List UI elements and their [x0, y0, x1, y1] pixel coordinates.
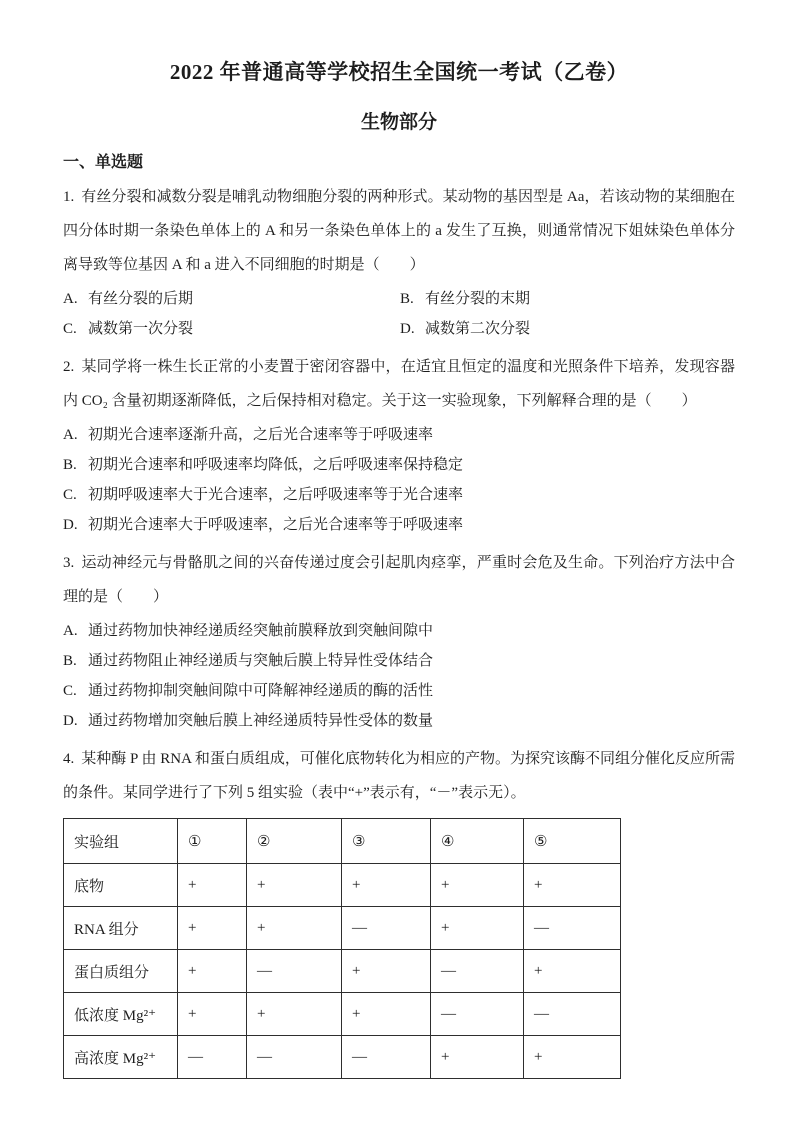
option-3b-label: B.	[63, 653, 77, 669]
option-3c-label: C.	[63, 683, 77, 699]
option-1a-text: 有丝分裂的后期	[88, 291, 194, 307]
question-2-stem	[63, 350, 735, 418]
question-3-number: 3.	[63, 555, 75, 571]
question-3	[63, 546, 735, 736]
option-2a-label: A.	[63, 427, 78, 443]
option-2b-label: B.	[63, 457, 77, 473]
cell: —	[178, 1036, 247, 1079]
row-label: 底物	[64, 864, 178, 907]
question-2-options	[63, 420, 735, 540]
option-3c-text: 通过药物抑制突触间隙中可降解神经递质的酶的活性	[88, 683, 434, 699]
question-1-number: 1.	[63, 189, 75, 205]
option-3b-text: 通过药物阻止神经递质与突触后膜上特异性受体结合	[88, 653, 434, 669]
option-1b-text: 有丝分裂的末期	[425, 291, 531, 307]
option-3d-text: 通过药物增加突触后膜上神经递质特异性受体的数量	[88, 713, 434, 729]
cell: —	[524, 993, 621, 1036]
option-2b	[63, 450, 735, 480]
row-label: 高浓度 Mg²⁺	[64, 1036, 178, 1079]
table-row-low-mg	[64, 993, 621, 1036]
cell: +	[247, 993, 342, 1036]
row-label: 低浓度 Mg²⁺	[64, 993, 178, 1036]
cell: —	[247, 1036, 342, 1079]
cell: —	[342, 907, 431, 950]
option-2c-text: 初期呼吸速率大于光合速率，之后呼吸速率等于光合速率	[88, 487, 464, 503]
question-2	[63, 350, 735, 540]
question-4	[63, 742, 735, 810]
option-1b	[400, 284, 735, 314]
option-2d-text: 初期光合速率大于呼吸速率，之后光合速率等于呼吸速率	[88, 517, 464, 533]
option-3c	[63, 676, 735, 706]
option-2d	[63, 510, 735, 540]
option-3d	[63, 706, 735, 736]
cell: +	[247, 907, 342, 950]
cell: —	[247, 950, 342, 993]
option-2a	[63, 420, 735, 450]
section-heading: 一、单选题	[63, 154, 144, 171]
question-3-stem	[63, 546, 735, 614]
cell: —	[524, 907, 621, 950]
question-1-options	[63, 284, 735, 344]
question-3-options	[63, 616, 735, 736]
cell: +	[178, 864, 247, 907]
table-header-4: ④	[431, 819, 524, 864]
option-1a-label: A.	[63, 291, 78, 307]
option-3b	[63, 646, 735, 676]
option-1b-label: B.	[400, 291, 414, 307]
cell: +	[524, 950, 621, 993]
cell: —	[431, 950, 524, 993]
option-2a-text: 初期光合速率逐渐升高，之后光合速率等于呼吸速率	[88, 427, 434, 443]
experiment-table-header-row	[64, 819, 621, 864]
question-1-stem	[63, 180, 735, 282]
question-2-text: 某同学将一株生长正常的小麦置于密闭容器中，在适宜且恒定的温度和光照条件下培养，发现容器内 CO₂ 含量初期逐渐降低，之后保持相对稳定。关于这一实验现象，下列解释合理的是（ ）	[63, 359, 735, 409]
option-1d-text: 减数第二次分裂	[425, 321, 531, 337]
row-label: RNA 组分	[64, 907, 178, 950]
option-1d	[400, 314, 735, 344]
option-3a	[63, 616, 735, 646]
page-subtitle: 生物部分	[360, 112, 437, 133]
cell: —	[342, 1036, 431, 1079]
cell: —	[431, 993, 524, 1036]
table-header-1: ①	[178, 819, 247, 864]
table-row-high-mg	[64, 1036, 621, 1079]
cell: +	[431, 907, 524, 950]
option-2c-label: C.	[63, 487, 77, 503]
page-title: 2022 年普通高等学校招生全国统一考试（乙卷）	[169, 60, 629, 84]
row-label: 蛋白质组分	[64, 950, 178, 993]
cell: +	[524, 864, 621, 907]
cell: +	[247, 864, 342, 907]
cell: +	[342, 993, 431, 1036]
option-3d-label: D.	[63, 713, 78, 729]
option-1d-label: D.	[400, 321, 415, 337]
option-3a-label: A.	[63, 623, 78, 639]
option-2b-text: 初期光合速率和呼吸速率均降低，之后呼吸速率保持稳定	[88, 457, 464, 473]
question-1	[63, 180, 735, 344]
option-1c-label: C.	[63, 321, 77, 337]
cell: +	[431, 864, 524, 907]
option-1c	[63, 314, 400, 344]
question-3-text: 运动神经元与骨骼肌之间的兴奋传递过度会引起肌肉痉挛，严重时会危及生命。下列治疗方法中合理的是（ ）	[63, 555, 735, 605]
question-1-text: 有丝分裂和减数分裂是哺乳动物细胞分裂的两种形式。某动物的基因型是 Aa，若该动物的某细胞在四分体时期一条染色单体上的 A 和另一条染色单体上的 a 发生了互换，则通常情况下姐妹染色单体分离导致等位基因 A 和 a 进入不同细胞的时期是（ ）	[63, 189, 735, 273]
option-1c-text: 减数第一次分裂	[88, 321, 194, 337]
question-4-number: 4.	[63, 751, 75, 767]
option-3a-text: 通过药物加快神经递质经突触前膜释放到突触间隙中	[88, 623, 434, 639]
cell: +	[178, 907, 247, 950]
table-header-group: 实验组	[64, 819, 178, 864]
table-row-rna	[64, 907, 621, 950]
cell: +	[178, 950, 247, 993]
cell: +	[342, 864, 431, 907]
table-row-substrate	[64, 864, 621, 907]
table-header-5: ⑤	[524, 819, 621, 864]
option-2c	[63, 480, 735, 510]
cell: +	[178, 993, 247, 1036]
cell: +	[431, 1036, 524, 1079]
table-header-2: ②	[247, 819, 342, 864]
cell: +	[524, 1036, 621, 1079]
table-row-protein	[64, 950, 621, 993]
cell: +	[342, 950, 431, 993]
question-4-text: 某种酶 P 由 RNA 和蛋白质组成，可催化底物转化为相应的产物。为探究该酶不同组分催化反应所需的条件。某同学进行了下列 5 组实验（表中“+”表示有，“－”表示无）。	[63, 751, 735, 801]
option-2d-label: D.	[63, 517, 78, 533]
question-2-number: 2.	[63, 359, 75, 375]
experiment-table	[63, 818, 621, 1079]
table-header-3: ③	[342, 819, 431, 864]
option-1a	[63, 284, 400, 314]
question-4-stem	[63, 742, 735, 810]
exam-paper	[63, 58, 735, 1079]
